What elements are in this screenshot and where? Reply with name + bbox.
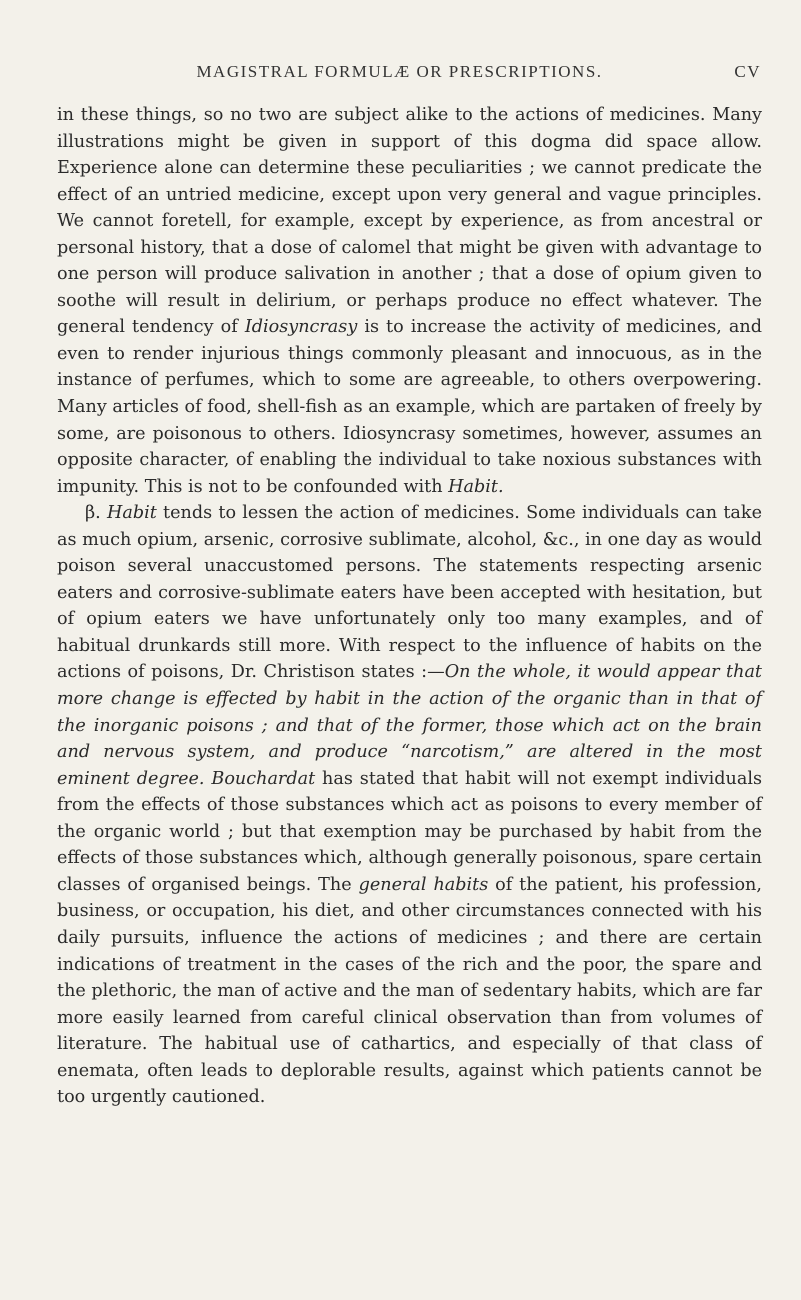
section-marker-beta: β. bbox=[85, 503, 101, 524]
running-head bbox=[98, 62, 761, 88]
text-run: tends to lessen the action of medicines. Some individuals can take as much opium, arsenic, corrosive sublimate, alcohol, &c., in one day as would poison several unaccustomed persons. The statements respecting arsenic eaters and corrosive-sublimate eaters have been accepted with hesitation, but of opium eaters we have unfortunately only too many examples, and of habitual drunkards still more. With respect to the influence of habits on the actions of poisons, Dr. Christison states :— bbox=[57, 503, 762, 683]
running-title: MAGISTRAL FORMULÆ OR PRESCRIPTIONS. bbox=[196, 62, 603, 81]
page-number: CV bbox=[734, 62, 761, 81]
italic-term-habit: Habit bbox=[107, 503, 157, 524]
italic-term-general-habits: general habits bbox=[358, 874, 489, 895]
paragraph-idiosyncrasy bbox=[57, 102, 762, 500]
text-run: of the patient, his profession, business, or occupation, his diet, and other circumstances connected with his daily pursuits, influence the actions of medicines ; and there are certain indications of treatment in the cases of the rich and the poor, the spare and the plethoric, the man of active and the man of sedentary habits, which are far more easily learned from careful clinical observation than from volumes of literature. The habitual use of cathartics, and especially of that class of enemata, often leads to deplorable results, against which patients cannot be too urgently cautioned. bbox=[57, 874, 762, 1108]
text-run: in these things, so no two are subject alike to the actions of medicines. Many illustrations might be given in support of this dogma did space allow. Experience alone can determine these peculiarities ; we cannot predicate the effect of an untried medicine, except upon very general and vague principles. We cannot foretell, for example, except by experience, as from ancestral or personal history, that a dose of calomel that might be given with advantage to one person will produce salivation in another ; that a dose of opium given to soothe will result in delirium, or perhaps produce no effect whatever. The general tendency of bbox=[57, 105, 762, 338]
body-text bbox=[57, 102, 762, 1111]
text-run: is to increase the activity of medicines, and even to render injurious things commonly pleasant and innocuous, as in the instance of perfumes, which to some are agreeable, to others overpowering. Many articles of food, shell-fish as an example, which are partaken of freely by some, are poisonous to others. Idiosyncrasy sometimes, however, assumes an opposite character, of enabling the individual to take noxious substances with impunity. This is not to be confounded with bbox=[57, 317, 762, 497]
italic-quotation-christison: On the whole, it would appear that more change is effected by habit in the action of the organic than in that of the inorganic poisons ; and that of the former, those which act on the brain and nervous system, and produce “narcotism,” are altered in the most eminent degree. bbox=[57, 662, 763, 789]
italic-name-bouchardat: Bouchardat bbox=[211, 768, 316, 789]
paragraph-habit bbox=[57, 500, 762, 1111]
italic-term-habit: Habit. bbox=[448, 476, 504, 497]
text-run: has stated that habit will not exempt individuals from the effects of those substances which act as poisons to every member of the organic world ; but that exemption may be purchased by habit from the effects of those substances which, although generally poisonous, spare certain classes of organised beings. The bbox=[57, 768, 762, 895]
italic-term-idiosyncrasy: Idiosyncrasy bbox=[244, 317, 358, 338]
